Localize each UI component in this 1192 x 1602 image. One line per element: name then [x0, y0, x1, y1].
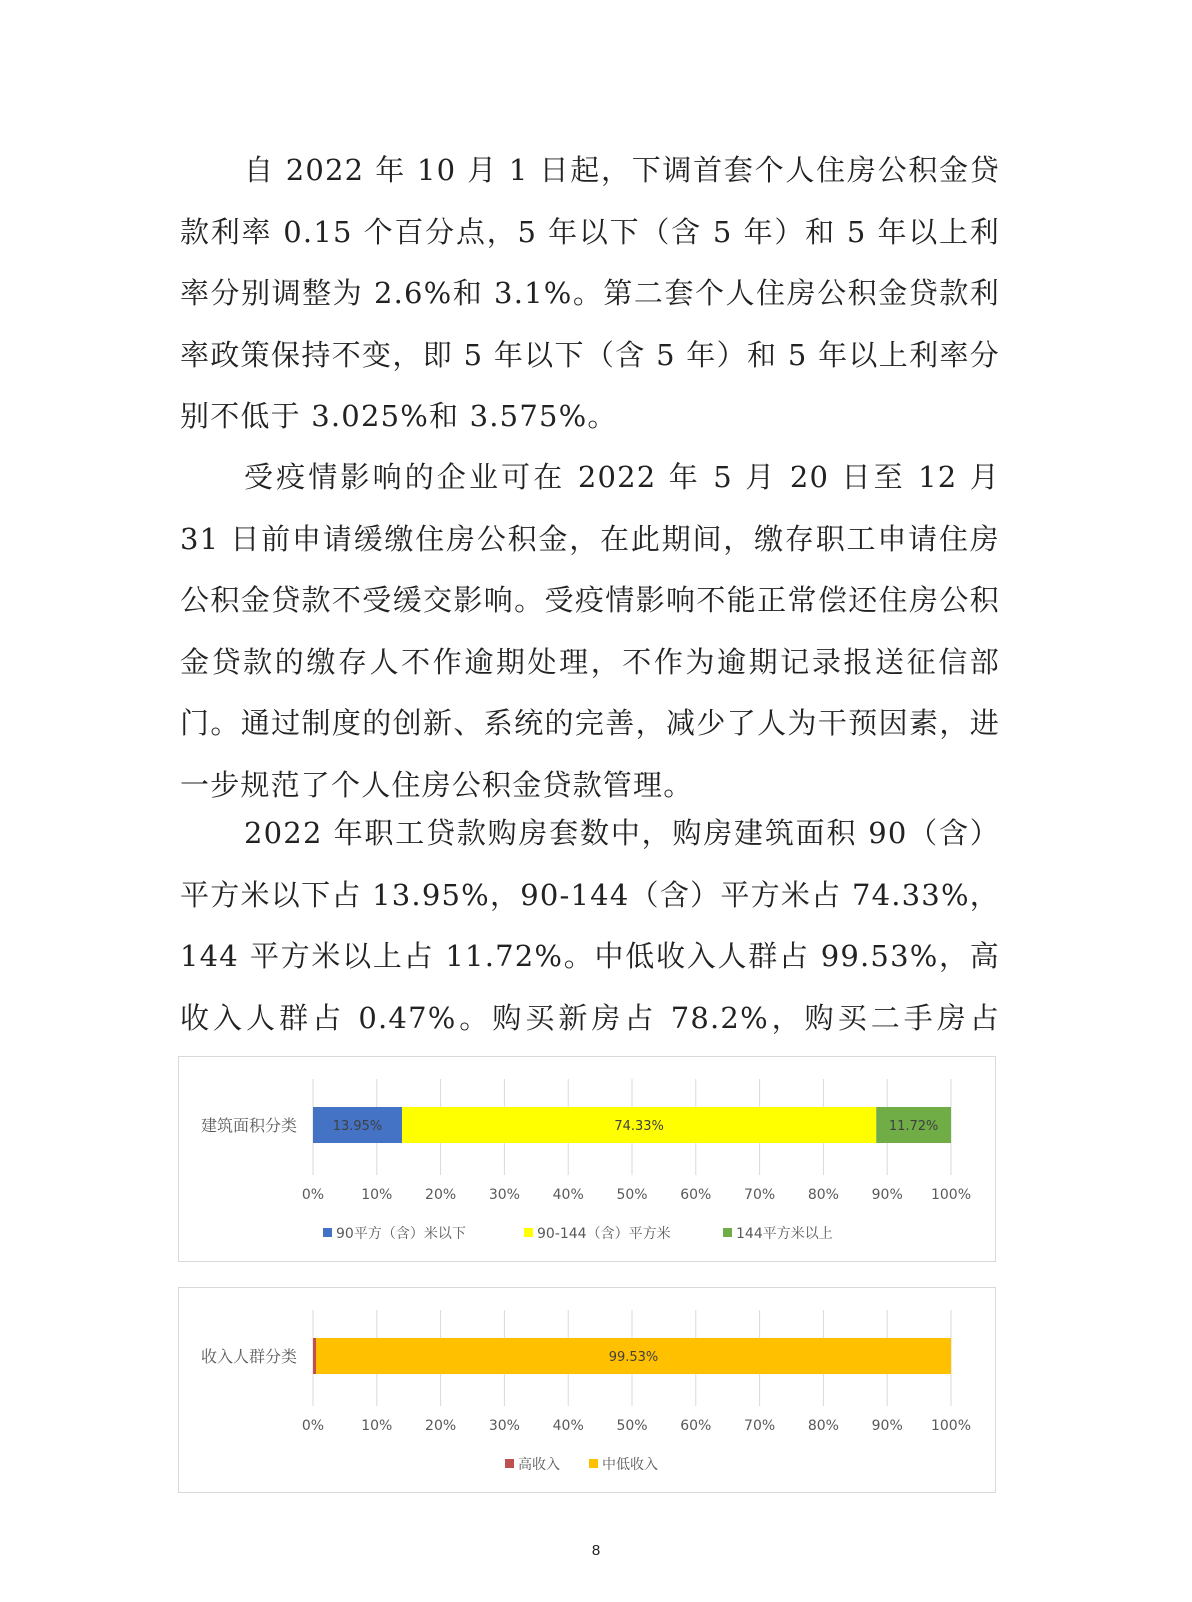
tick-label: 100%	[930, 1418, 972, 1434]
tick-label: 50%	[616, 1418, 648, 1434]
category-label: 建筑面积分类	[200, 1116, 297, 1135]
legend-swatch	[524, 1228, 533, 1237]
area-classification-chart	[179, 1057, 995, 1261]
tick-label: 70%	[744, 1418, 776, 1434]
tick-label: 80%	[807, 1187, 839, 1203]
data-label: 11.72%	[888, 1119, 939, 1134]
tick-label: 40%	[552, 1187, 584, 1203]
tick-label: 60%	[680, 1187, 712, 1203]
tick-label: 70%	[744, 1187, 776, 1203]
legend-swatch	[323, 1228, 332, 1237]
tick-label: 90%	[871, 1187, 903, 1203]
category-label: 收入人群分类	[200, 1347, 297, 1366]
tick-label: 60%	[680, 1418, 712, 1434]
data-label: 74.33%	[614, 1119, 664, 1134]
tick-label: 90%	[871, 1418, 903, 1434]
tick-label: 10%	[361, 1187, 393, 1203]
bar-segment	[313, 1338, 316, 1374]
tick-label: 100%	[930, 1187, 972, 1203]
tick-label: 50%	[616, 1187, 648, 1203]
legend-label: 90-144（含）平方米	[537, 1226, 671, 1242]
income-chart-box	[178, 1287, 996, 1493]
legend-label: 90平方（含）米以下	[336, 1226, 466, 1242]
tick-label: 80%	[807, 1418, 839, 1434]
legend-label: 高收入	[518, 1457, 560, 1473]
data-label: 13.95%	[332, 1119, 383, 1134]
legend-label: 中低收入	[602, 1457, 658, 1473]
legend-swatch	[589, 1459, 598, 1468]
tick-label: 0%	[301, 1418, 325, 1434]
tick-label: 10%	[361, 1418, 393, 1434]
legend-label: 144平方米以上	[736, 1226, 833, 1242]
income-classification-chart	[179, 1288, 995, 1492]
tick-label: 20%	[425, 1418, 457, 1434]
tick-label: 20%	[425, 1187, 457, 1203]
tick-label: 40%	[552, 1418, 584, 1434]
legend-swatch	[723, 1228, 732, 1237]
area-chart-box	[178, 1056, 996, 1262]
paragraph-loan-rate: 自 2022 年 10 月 1 日起，下调首套个人住房公积金贷款利率 0.15 个百分点，5 年以下（含 5 年）和 5 年以上利率分别调整为 2.6%和 3.1%。第二套个人住房公积金贷款利率政策保持不变，即 5 年以下（含 5 年）和 5 年以上利率分别不低于 3.025%和 3.575%。	[180, 153, 1000, 433]
tick-label: 30%	[488, 1187, 520, 1203]
tick-label: 30%	[488, 1418, 520, 1434]
page-number: 8	[591, 1542, 601, 1559]
legend-swatch	[505, 1459, 514, 1468]
paragraph-pandemic-relief: 受疫情影响的企业可在 2022 年 5 月 20 日至 12 月 31 日前申请缓缴住房公积金，在此期间，缴存职工申请住房公积金贷款不受缓交影响。受疫情影响不能正常偿还住房公积金贷款的缴存人不作逾期处理，不作为逾期记录报送征信部门。通过制度的创新、系统的完善，减少了人为干预因素，进一步规范了个人住房公积金贷款管理。	[180, 460, 1000, 802]
tick-label: 0%	[301, 1187, 325, 1203]
paragraph-housing-stats: 2022 年职工贷款购房套数中，购房建筑面积 90（含）平方米以下占 13.95%，90-144（含）平方米占 74.33%，144 平方米以上占 11.72%。中低收入人群占 99.53%，高收入人群占 0.47%。购买新房占 78.2%，购买二手房占	[180, 816, 1000, 1035]
data-label: 99.53%	[608, 1350, 659, 1365]
